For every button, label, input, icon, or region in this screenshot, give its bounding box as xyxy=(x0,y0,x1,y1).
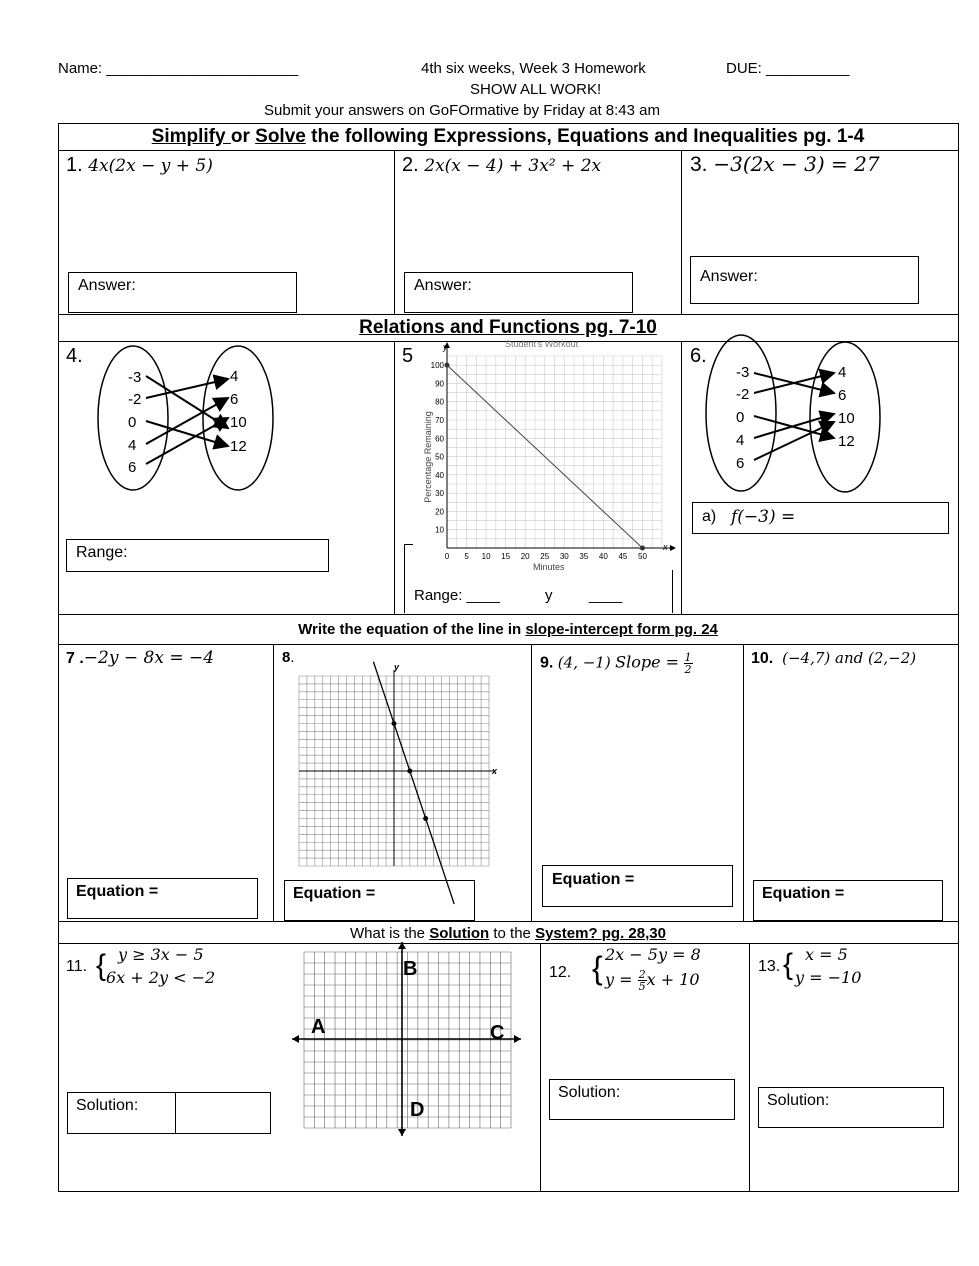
section-title-simplify: Simplify or Solve the following Expressions, Equations and Inequalities pg. 1-4 xyxy=(151,126,865,147)
domain-value: -3 xyxy=(128,369,142,386)
range-blank[interactable]: ____ xyxy=(589,587,623,604)
y-tick-label: 80 xyxy=(435,397,444,407)
y-tick-label: 90 xyxy=(435,379,444,389)
grid-label-d: D xyxy=(410,1099,425,1121)
equation-label: Equation = xyxy=(76,883,159,900)
chart-y-axis-letter: y xyxy=(443,342,448,352)
show-work-note: SHOW ALL WORK! xyxy=(470,81,602,98)
part-a-expression: f(−3) = xyxy=(731,507,796,527)
x-tick-label: 5 xyxy=(464,552,469,561)
system-brace: { xyxy=(96,949,107,982)
system-line-1: y ≥ 3x − 5 xyxy=(118,945,204,964)
y-tick-label: 20 xyxy=(435,507,444,517)
system-line-2: 6x + 2y < −2 xyxy=(106,968,216,987)
system-line-1: x = 5 xyxy=(805,945,848,964)
answer-label: Answer: xyxy=(700,268,758,285)
system-line-2: y = $\frac{2}{5}$ x + 10 xyxy=(605,968,700,993)
domain-value: 4 xyxy=(128,437,137,454)
range-value: 10 xyxy=(838,410,855,427)
range-value: 4 xyxy=(838,364,847,381)
part-a-label: a) xyxy=(702,508,717,525)
question-10: 10. (−4,7) and (2,−2) xyxy=(751,649,917,667)
system-line-1: 2x − 5y = 8 xyxy=(605,945,701,964)
rule xyxy=(175,1093,176,1133)
chart-title: Student's Workout xyxy=(505,339,579,349)
solution-box-11[interactable] xyxy=(67,1092,271,1134)
x-tick-label: 50 xyxy=(638,552,647,561)
x-tick-label: 0 xyxy=(444,552,450,561)
question-1: 1. 4x(2x − y + 5) xyxy=(66,154,213,176)
range-value: 4 xyxy=(230,368,239,385)
answer-label: Answer: xyxy=(78,277,136,294)
range-field-5[interactable]: Range: ____ xyxy=(414,587,500,604)
x-tick-label: 40 xyxy=(598,552,608,561)
y-tick-label: 30 xyxy=(435,489,444,499)
question-4-number: 4. xyxy=(66,345,83,367)
domain-value: -3 xyxy=(736,364,750,381)
graph-y-axis-letter: y xyxy=(394,662,400,672)
worksheet-title: 4th six weeks, Week 3 Homework xyxy=(421,60,646,77)
range-label: Range: xyxy=(76,544,128,561)
question-7: 7 .−2y − 8x = −4 xyxy=(66,648,215,668)
graph-x-axis-letter: x xyxy=(492,766,498,776)
system-line-2: y = −10 xyxy=(795,968,862,987)
range-y-label: y xyxy=(545,587,553,604)
grid-label-a: A xyxy=(311,1016,326,1038)
equation-label: Equation = xyxy=(762,885,845,902)
range-value: 12 xyxy=(838,433,855,450)
x-tick-label: 35 xyxy=(579,552,589,561)
range-value: 6 xyxy=(230,391,239,408)
solution-label: Solution: xyxy=(767,1092,830,1109)
x-tick-label: 25 xyxy=(540,552,550,561)
solution-label: Solution: xyxy=(76,1097,139,1114)
system-brace: { xyxy=(783,948,794,981)
domain-value: 0 xyxy=(736,409,745,426)
domain-value: 4 xyxy=(736,432,745,449)
x-tick-label: 45 xyxy=(618,552,628,561)
y-tick-label: 100 xyxy=(430,361,444,371)
question-6-number: 6. xyxy=(690,345,707,367)
question-12-number: 12. xyxy=(549,964,572,981)
domain-value: 6 xyxy=(128,459,137,476)
question-8: 8. xyxy=(282,649,295,666)
section-title-relations: Relations and Functions pg. 7-10 xyxy=(359,317,657,338)
solution-box-12[interactable] xyxy=(549,1079,735,1120)
y-tick-label: 10 xyxy=(435,525,444,535)
y-tick-label: 60 xyxy=(435,434,444,444)
y-tick-label: 50 xyxy=(435,452,444,462)
domain-value: 0 xyxy=(128,414,137,431)
range-value: 10 xyxy=(230,414,247,431)
x-tick-label: 20 xyxy=(520,552,530,561)
range-value: 12 xyxy=(230,438,247,455)
system-brace: { xyxy=(592,950,603,986)
section-title-systems: What is the Solution to the System? pg. 28,30 xyxy=(350,925,666,942)
y-tick-label: 70 xyxy=(435,416,444,425)
chart-ylabel: Percentage Remaining xyxy=(422,411,433,503)
submit-note: Submit your answers on GoFOrmative by Friday at 8:43 am xyxy=(264,102,660,119)
range-value: 6 xyxy=(838,387,847,404)
y-tick-label: 40 xyxy=(435,470,444,480)
question-5-number: 5 xyxy=(402,345,414,367)
question-13-number: 13. xyxy=(758,958,781,975)
solution-label: Solution: xyxy=(558,1084,621,1101)
question-2: 2. 2x(x − 4) + 3x² + 2x xyxy=(402,154,602,176)
equation-label: Equation = xyxy=(552,871,635,888)
grid-label-b: B xyxy=(403,958,418,980)
x-tick-label: 30 xyxy=(559,552,569,561)
x-tick-label: 10 xyxy=(481,552,491,561)
domain-value: 6 xyxy=(736,455,745,472)
chart-x-axis-letter: x xyxy=(663,542,668,552)
x-tick-label: 15 xyxy=(501,552,511,561)
solution-box-13[interactable] xyxy=(758,1087,944,1128)
grid-label-c: C xyxy=(490,1022,505,1044)
domain-value: -2 xyxy=(128,391,142,408)
axis-arrow xyxy=(514,1035,521,1043)
section-title-slope-intercept: Write the equation of the line in slope-intercept form pg. 24 xyxy=(298,621,718,638)
question-9: 9. (4, −1) Slope = $\frac{1}{2}$ xyxy=(540,651,692,676)
axis-arrow xyxy=(398,1129,406,1136)
domain-value: -2 xyxy=(736,386,750,403)
axis-arrow xyxy=(398,942,406,949)
due-field[interactable]: DUE: __________ xyxy=(726,60,850,77)
axis-arrow xyxy=(292,1035,299,1043)
chart-xlabel: Minutes xyxy=(533,562,565,572)
equation-label: Equation = xyxy=(293,885,376,902)
question-3: 3. −3(2x − 3) = 27 xyxy=(690,152,880,176)
name-field[interactable]: Name: _______________________ xyxy=(58,60,299,77)
answer-label: Answer: xyxy=(414,277,472,294)
question-11-number: 11. xyxy=(66,958,88,975)
